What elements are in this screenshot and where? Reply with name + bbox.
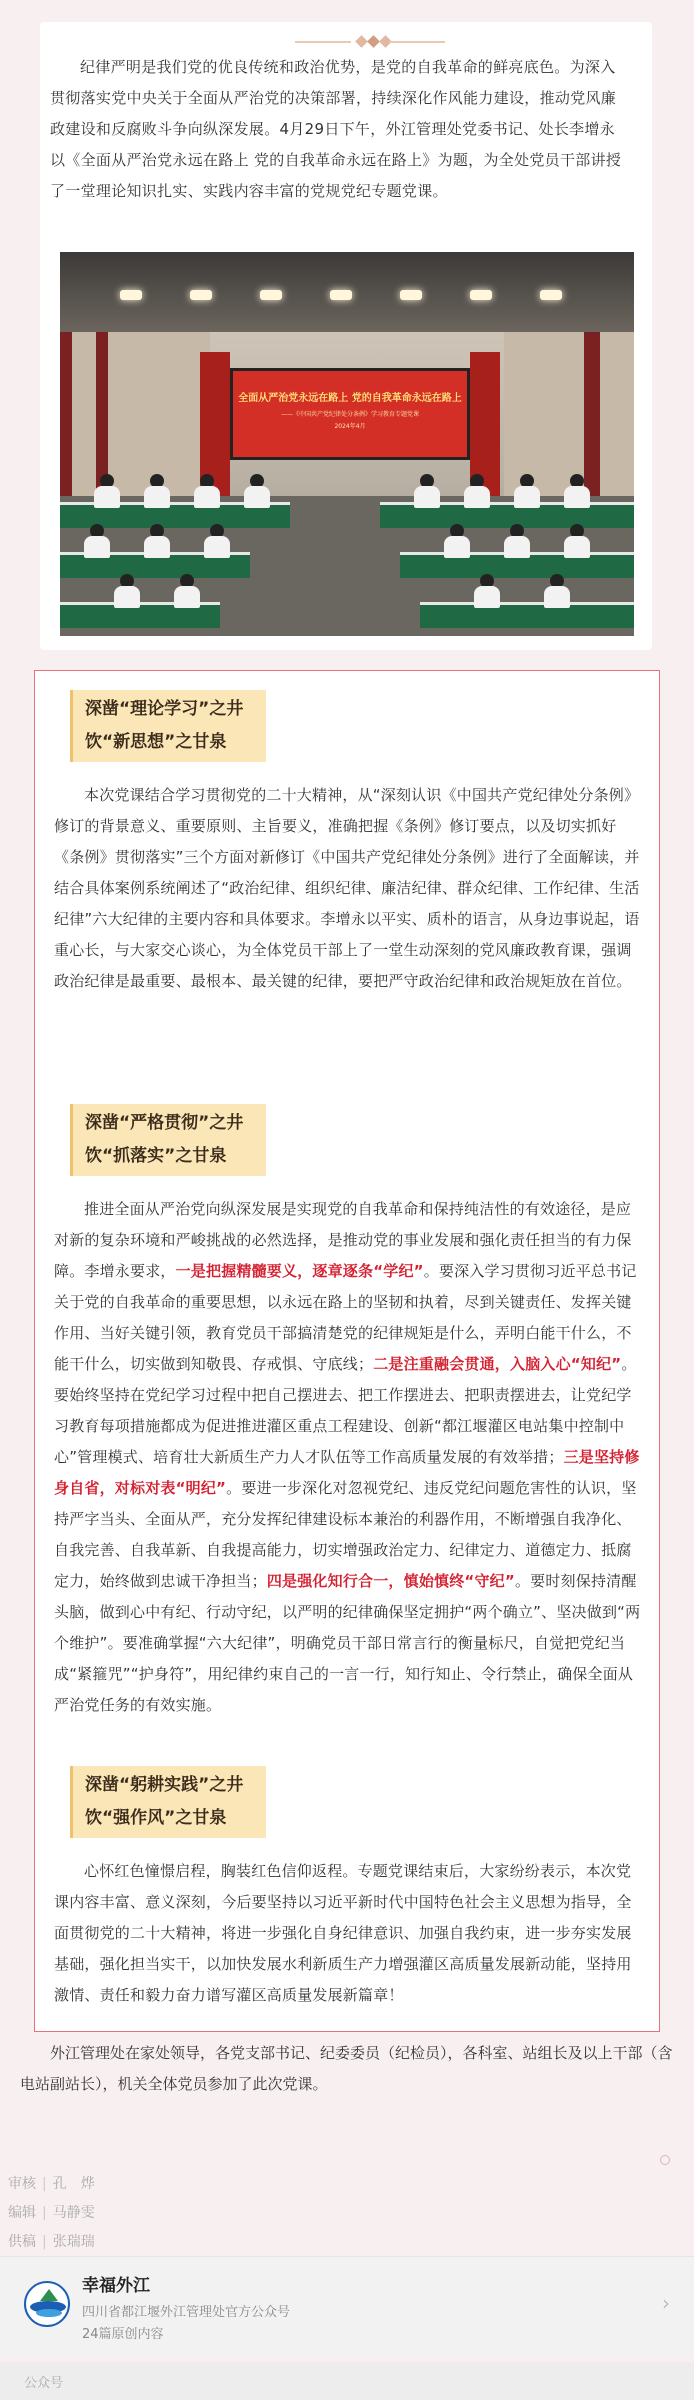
screen-date: 2024年4月 <box>334 423 366 430</box>
heading-line: 深凿“严格贯彻”之井 <box>85 1113 244 1133</box>
footer-bar <box>0 2362 694 2400</box>
section-heading-practice <box>70 1766 266 1838</box>
closing-paragraph: 外江管理处在家处领导，各党支部书记、纪委委员（纪检员），各科室、站组长及以上干部（含电站副站长），机关全体党员参加了此次党课。 <box>20 2044 673 2093</box>
credit-name: 马静雯 <box>52 2205 95 2221</box>
heading-line: 饮“新思想”之甘泉 <box>85 732 227 752</box>
credit-role: 审核 <box>8 2176 36 2192</box>
text-run: 。要深入学习贯彻习近平总书记关于党的自我革命的重要思想，以永远在路上的坚韧和执着，尽到关键责任、发挥关键作用、当好关键引领，教育党员干部搞清楚党的纪律规矩是什么，弄明白能干什么，不能干什么，切实做到知敬畏、存戒惧、守底线； <box>54 1262 637 1373</box>
text-run: 。要进一步深化对忽视党纪、违反党纪问题危害性的认识，坚持严字当头、全面从严，充分发挥纪律建设标本兼治的利器作用，不断增强自我净化、自我完善、自我革新、自我提高能力，切实增强政治定力、纪律定力、道德定力、抵腐定力，始终做到忠诚干净担当； <box>54 1479 637 1590</box>
footer-label: 公众号 <box>24 2376 64 2391</box>
heading-line: 深凿“躬耕实践”之井 <box>85 1775 244 1795</box>
highlight-text: 四是强化知行合一，慎始慎终“守纪” <box>266 1572 515 1590</box>
credit-name: 张瑞瑞 <box>52 2234 95 2250</box>
credit-row: 审核 | 孔 烨 <box>8 2176 95 2192</box>
heading-line: 饮“抓落实”之甘泉 <box>85 1146 227 1166</box>
account-card[interactable] <box>0 2256 694 2356</box>
text-run: 。要始终坚持在党纪学习过程中把自己摆进去、把工作摆进去、把职责摆进去，让党纪学习教育每项措施都成为促进推进灌区重点工程建设、创新“都江堰灌区电站集中控制中心”管理模式、培育壮大新质生产力人才队伍等工作高质量发展的有效举措； <box>54 1355 637 1466</box>
screen-subtitle: ——《中国共产党纪律处分条例》学习教育专题党课 <box>280 411 419 418</box>
credit-role: 编辑 <box>8 2205 36 2221</box>
ornament-divider <box>295 34 445 50</box>
meeting-photo[interactable] <box>60 252 634 636</box>
section-paragraph: 本次党课结合学习贯彻党的二十大精神，从“深刻认识《中国共产党纪律处分条例》修订的背景意义、重要原则、主旨要义，准确把握《条例》修订要点，以及切实抓好《条例》贯彻落实”三个方面对新修订《中国共产党纪律处分条例》进行了全面解读，并结合具体案例系统阐述了“政治纪律、组织纪律、廉洁纪律、群众纪律、工作纪律、生活纪律”六大纪律的主要内容和具体要求。李增永以平实、质朴的语言，从身边事说起，语重心长，与大家交心谈心，为全体党员干部上了一堂生动深刻的党风廉政教育课，强调政治纪律是最重要、最根本、最关键的纪律，要把严守政治纪律和政治规矩放在首位。 <box>54 786 640 990</box>
text-run: 。要时刻保持清醒头脑，做到心中有纪、行动守纪，以严明的纪律确保坚定拥护“两个确立”、坚决做到“两个维护”。要准确掌握“六大纪律”，明确党员干部日常言行的衡量标尺，自觉把党纪当成“紧箍咒”“护身符”，用纪律约束自己的一言一行，知行知止、令行禁止，确保全面从严治党任务的有效实施。 <box>54 1572 641 1714</box>
highlight-text: 二是注重融会贯通，入脑入心“知纪” <box>373 1355 622 1373</box>
credit-row: 编辑 | 马静雯 <box>8 2205 95 2221</box>
stage-screen <box>230 368 470 460</box>
heading-line: 饮“强作风”之甘泉 <box>85 1808 227 1828</box>
text-run: 推进全面从严治党向纵深发展是实现党的自我革命和保持纯洁性的有效途径，是应对新的复杂环境和严峻挑战的必然选择，是推动党的事业发展和强化责任担当的有力保障。李增永要求， <box>54 1200 632 1280</box>
credit-row: 供稿 | 张瑞瑞 <box>8 2234 95 2250</box>
section-paragraph: 心怀红色憧憬启程，胸装红色信仰返程。专题党课结束后，大家纷纷表示，本次党课内容丰富、意义深刻，今后要坚持以习近平新时代中国特色社会主义思想为指导，全面贯彻党的二十大精神，将进一步强化自身纪律意识、加强自我约束，进一步夯实发展基础，强化担当实干，以加快发展水利新质生产力增强灌区高质量发展新动能，坚持用激情、责任和毅力奋力谱写灌区高质量发展新篇章！ <box>54 1862 632 2004</box>
highlight-text: 一是把握精髓要义，逐章逐条“学纪” <box>175 1262 424 1280</box>
credits-block <box>8 2170 688 2257</box>
chevron-right-icon[interactable]: › <box>662 2291 670 2315</box>
account-name: 幸福外江 <box>82 2276 150 2296</box>
section-heading-theory <box>70 690 266 762</box>
highlight-text: 三是坚持修身自省，对标对表“明纪” <box>54 1448 640 1497</box>
section-paragraph <box>54 1194 644 1721</box>
heading-line: 深凿“理论学习”之井 <box>85 699 244 719</box>
section-heading-implement <box>70 1104 266 1176</box>
intro-paragraph: 纪律严明是我们党的优良传统和政治优势，是党的自我革命的鲜亮底色。为深入贯彻落实党中央关于全面从严治党的决策部署，持续深化作风能力建设，推动党风廉政建设和反腐败斗争向纵深发展。4月29日下午，外江管理处党委书记、处长李增永以《全面从严治党永远在路上 党的自我革命永远在路上》为题，为全处党员干部讲授了一堂理论知识扎实、实践内容丰富的党规党纪专题党课。 <box>50 58 622 200</box>
account-logo-icon <box>24 2281 70 2327</box>
credit-role: 供稿 <box>8 2234 36 2250</box>
circle-ornament-icon <box>660 2155 670 2165</box>
screen-title: 全面从严治党永远在路上 党的自我革命永远在路上 <box>238 393 462 404</box>
account-article-count: 24篇原创内容 <box>82 2327 164 2342</box>
credit-name: 孔 烨 <box>52 2176 95 2192</box>
account-description: 四川省都江堰外江管理处官方公众号 <box>82 2305 291 2320</box>
